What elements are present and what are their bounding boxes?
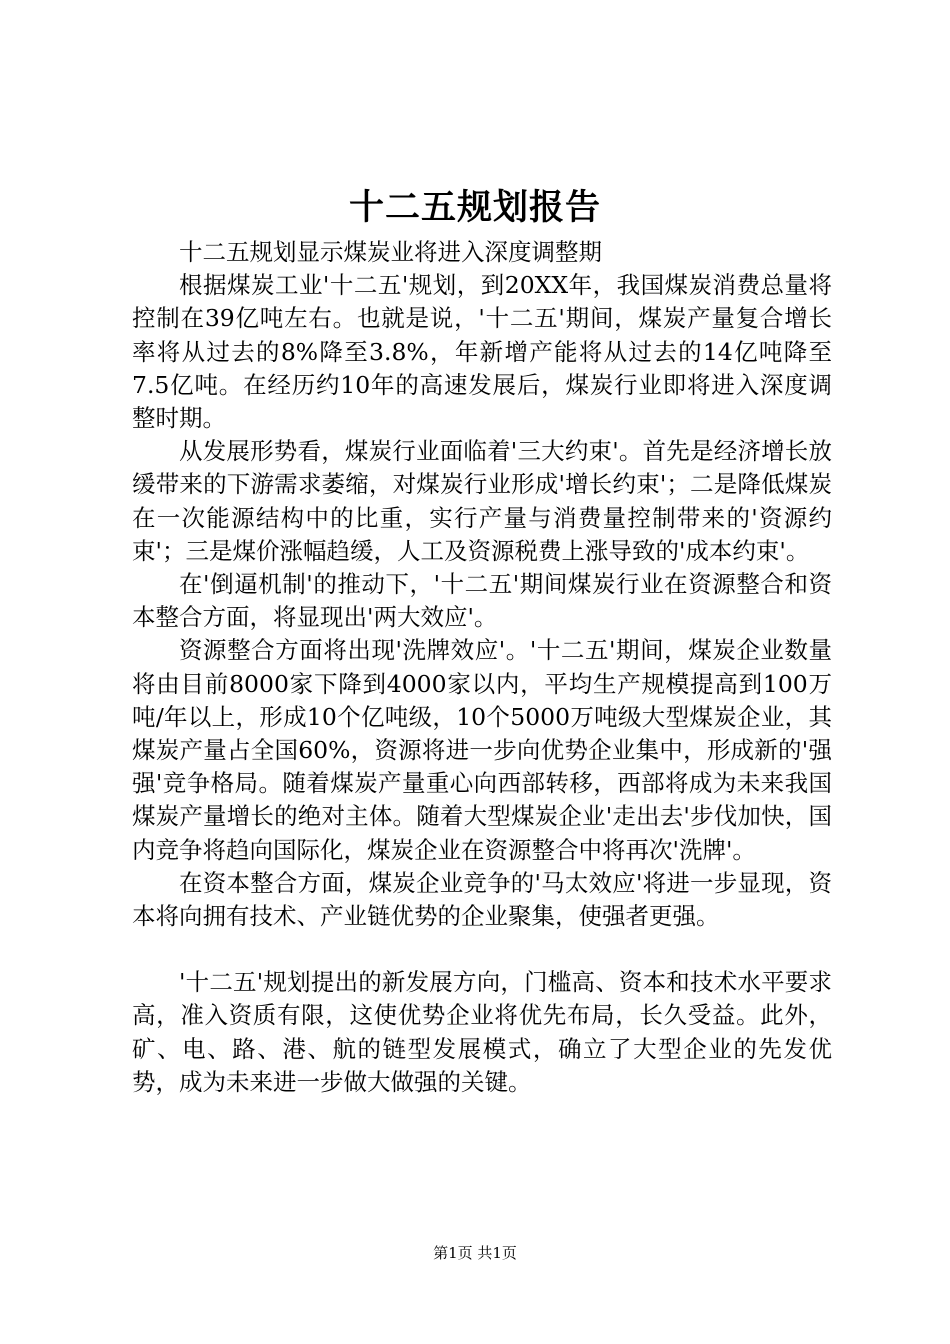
document-title: 十二五规划报告 <box>348 187 601 228</box>
paragraph-consumption-forecast: 根据煤炭工业'十二五'规划，到20XX年，我国煤炭消费总量将控制在39亿吨左右。也就是说，'十二五'期间，煤炭产量复合增长率将从过去的8%降至3.8%，年新增产能将从过去的14亿吨降至7.5亿吨。在经历约10年的高速发展后，煤炭行业即将进入深度调整时期。 <box>132 271 832 433</box>
paragraph-new-direction: '十二五'规划提出的新发展方向，门槛高、资本和技术水平要求高，准入资质有限，这使优势企业将优先布局，长久受益。此外，矿、电、路、港、航的链型发展模式，确立了大型企业的先发优势，成为未来进一步做大做强的关键。 <box>132 968 832 1096</box>
paragraph-subtitle: 十二五规划显示煤炭业将进入深度调整期 <box>179 238 602 266</box>
paragraph-spacer <box>132 933 832 966</box>
paragraph-three-constraints: 从发展形势看，煤炭行业面临着'三大约束'。首先是经济增长放缓带来的下游需求萎缩，对煤炭行业形成'增长约束'；二是降低煤炭在一次能源结构中的比重，实行产量与消费量控制带来的'资源约束'；三是煤价涨幅趋缓，人工及资源税费上涨导致的'成本约束'。 <box>132 437 832 565</box>
paragraph-reshuffle-effect: 资源整合方面将出现'洗牌效应'。'十二五'期间，煤炭企业数量将由目前8000家下降到4000家以内，平均生产规模提高到100万吨/年以上，形成10个亿吨级，10个5000万吨级大型煤炭企业，其煤炭产量占全国60%，资源将进一步向优势企业集中，形成新的'强强'竞争格局。随着煤炭产量重心向西部转移，西部将成为未来我国煤炭产量增长的绝对主体。随着大型煤炭企业'走出去'步伐加快，国内竞争将趋向国际化，煤炭企业在资源整合中将再次'洗牌'。 <box>132 636 832 864</box>
document-body <box>132 236 832 1099</box>
page-footer: 第1页 共1页 <box>433 1244 517 1262</box>
paragraph-matthew-effect: 在资本整合方面，煤炭企业竞争的'马太效应'将进一步显现，资本将向拥有技术、产业链优势的企业聚集，使强者更强。 <box>132 868 832 931</box>
paragraph-two-effects: 在'倒逼机制'的推动下，'十二五'期间煤炭行业在资源整合和资本整合方面，将显现出'两大效应'。 <box>132 570 832 632</box>
